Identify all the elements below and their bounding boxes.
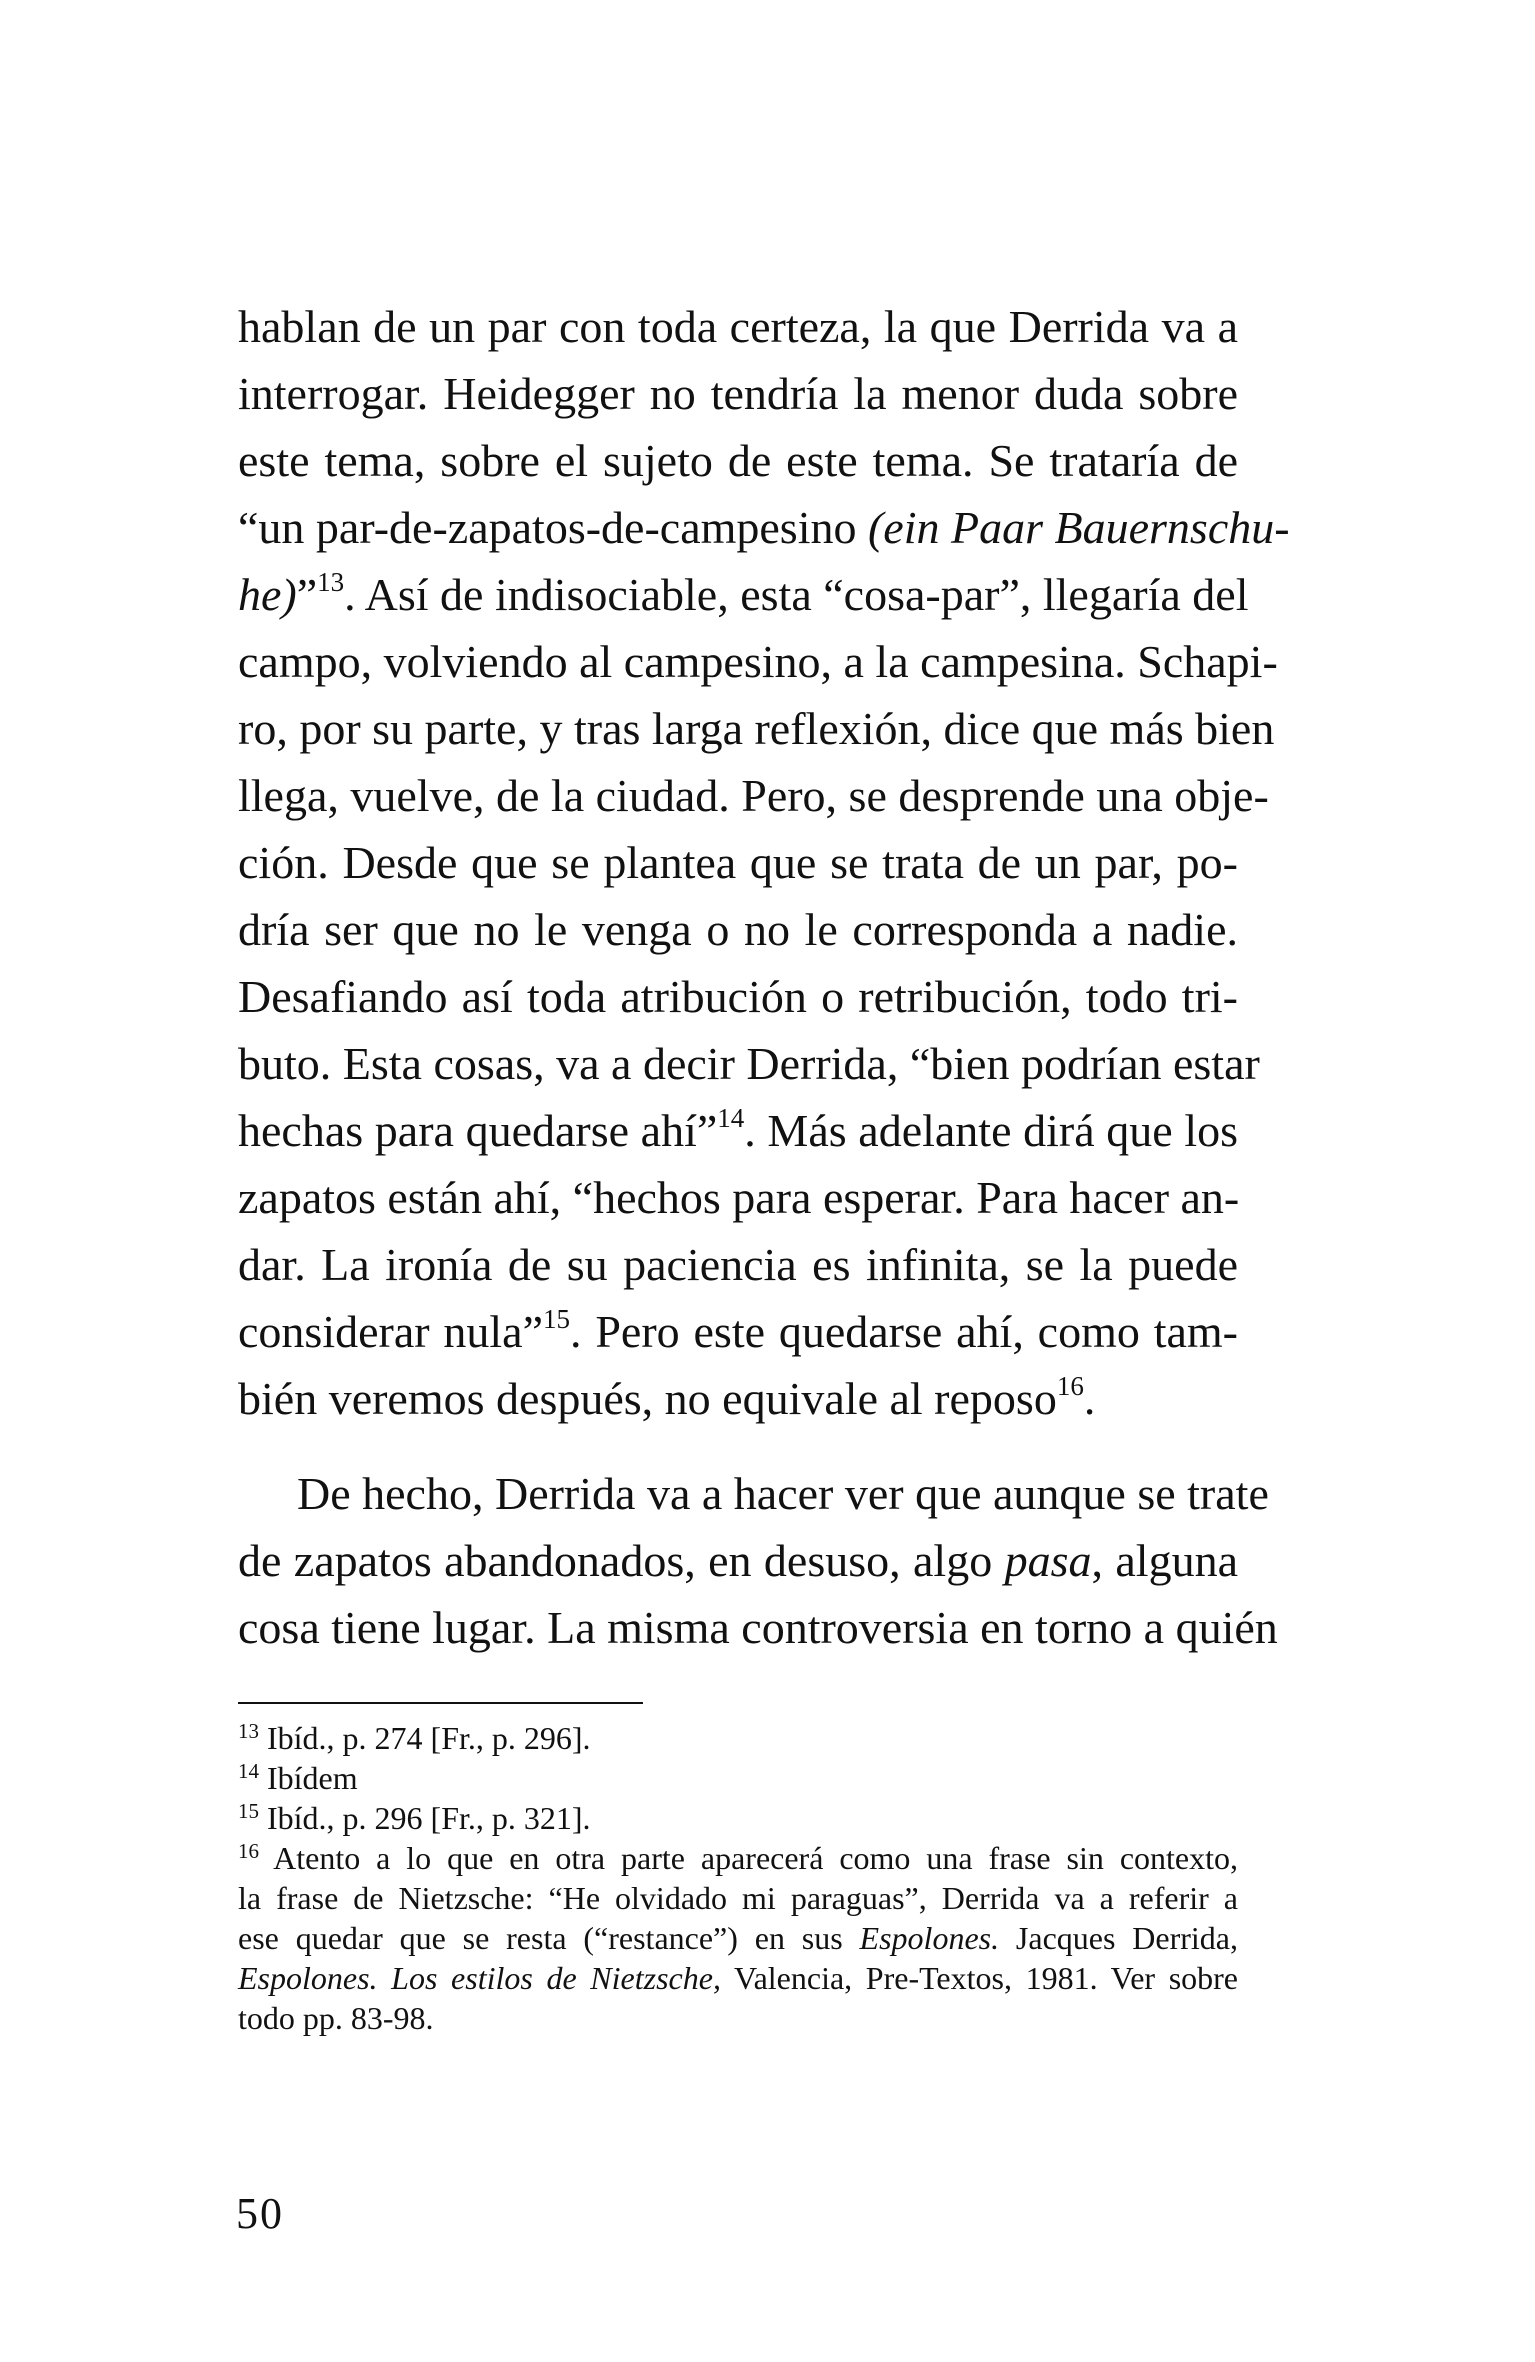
text-line: dar. La ironía de su paciencia es infinita, se la puede	[238, 1239, 1238, 1290]
text-line: De hecho, Derrida va a hacer ver que aunque se trate	[297, 1468, 1269, 1519]
italic-title: Espolones. Los estilos de Nietzsche,	[238, 1960, 721, 1996]
text-line	[238, 1365, 1238, 1432]
footnote-ref-16: 16	[1056, 1371, 1084, 1401]
paragraph-gap	[238, 1432, 1238, 1460]
footnote-line	[238, 1958, 1238, 1998]
text-segment: . Pero este quedarse ahí, como tam-	[570, 1306, 1238, 1357]
footnote-ref-14: 14	[717, 1103, 745, 1133]
text-line: llega, vuelve, de la ciudad. Pero, se desprende una obje-	[238, 770, 1269, 821]
footnote-ref-13: 13	[317, 567, 345, 597]
text-line	[238, 561, 1249, 628]
footnote-14	[238, 1758, 1238, 1798]
text-line: interrogar. Heidegger no tendría la menor duda sobre	[238, 368, 1238, 419]
text-segment: considerar nula”	[238, 1306, 544, 1357]
footnote-number: 16	[238, 1839, 259, 1863]
text-line: ción. Desde que se plantea que se trata de un par, po-	[238, 837, 1238, 888]
footnote-text: Ibíd., p. 296 [Fr., p. 321].	[259, 1800, 591, 1836]
footnote-line: todo pp. 83-98.	[238, 2000, 434, 2036]
text-line: este tema, sobre el sujeto de este tema. Se trataría de	[238, 435, 1238, 486]
text-line: buto. Esta cosas, va a decir Derrida, “bien podrían estar	[238, 1038, 1260, 1089]
footnote-text: Ibídem	[259, 1760, 358, 1796]
text-line: dría ser que no le venga o no le corresponda a nadie.	[238, 904, 1238, 955]
footnote-text: Valencia, Pre-Textos, 1981. Ver sobre	[720, 1960, 1239, 1996]
footnote-number: 15	[238, 1799, 259, 1823]
footnote-line: la frase de Nietzsche: “He olvidado mi paraguas”, Derrida va a referir a	[238, 1880, 1238, 1916]
italic-phrase: he)	[238, 569, 297, 620]
text-segment: .	[1083, 1373, 1096, 1424]
italic-phrase: (ein Paar Bauernschu-	[867, 502, 1290, 553]
text-line: Desafiando así toda atribución o retribución, todo tri-	[238, 971, 1238, 1022]
footnote-text: Atento a lo que en otra parte aparecerá como una frase sin contexto,	[259, 1840, 1238, 1876]
text-line	[238, 1097, 1238, 1164]
text-line	[238, 1527, 1238, 1594]
footnote-text: Ibíd., p. 274 [Fr., p. 296].	[259, 1720, 591, 1756]
text-line	[238, 1298, 1238, 1365]
footnote-16	[238, 1838, 1238, 1878]
text-line: zapatos están ahí, “hechos para esperar. Para hacer an-	[238, 1172, 1240, 1223]
footnote-15	[238, 1798, 1238, 1838]
text-segment: “un par-de-zapatos-de-campesino	[238, 502, 868, 553]
footnote-text: Jacques Derrida,	[999, 1920, 1239, 1956]
text-segment: bién veremos después, no equivale al reposo	[238, 1373, 1057, 1424]
italic-title: Espolones.	[859, 1920, 1000, 1956]
text-line	[238, 494, 1290, 561]
text-segment: hechas para quedarse ahí”	[238, 1105, 718, 1156]
footnote-number: 14	[238, 1759, 259, 1783]
page-number: 50	[236, 2189, 284, 2238]
text-line: campo, volviendo al campesino, a la campesina. Schapi-	[238, 636, 1278, 687]
text-segment: ”	[296, 569, 318, 620]
footnote-line	[238, 1918, 1238, 1958]
footnotes	[238, 1718, 1238, 2038]
text-line: ro, por su parte, y tras larga reflexión, dice que más bien	[238, 703, 1275, 754]
text-segment: , alguna	[1091, 1535, 1238, 1586]
text-segment: . Más adelante dirá que los	[744, 1105, 1239, 1156]
text-segment: . Así de indisociable, esta “cosa-par”, llegaría del	[344, 569, 1249, 620]
footnote-13	[238, 1718, 1238, 1758]
footnote-number: 13	[238, 1719, 259, 1743]
footnote-divider	[238, 1702, 643, 1704]
body-text	[238, 293, 1290, 1661]
footnote-text: ese quedar que se resta (“restance”) en sus	[238, 1920, 860, 1956]
footnote-ref-15: 15	[543, 1304, 571, 1334]
text-segment: de zapatos abandonados, en desuso, algo	[238, 1535, 1005, 1586]
italic-word: pasa	[1004, 1535, 1092, 1586]
text-line: hablan de un par con toda certeza, la que Derrida va a	[238, 301, 1238, 352]
text-line: cosa tiene lugar. La misma controversia en torno a quién	[238, 1602, 1278, 1653]
